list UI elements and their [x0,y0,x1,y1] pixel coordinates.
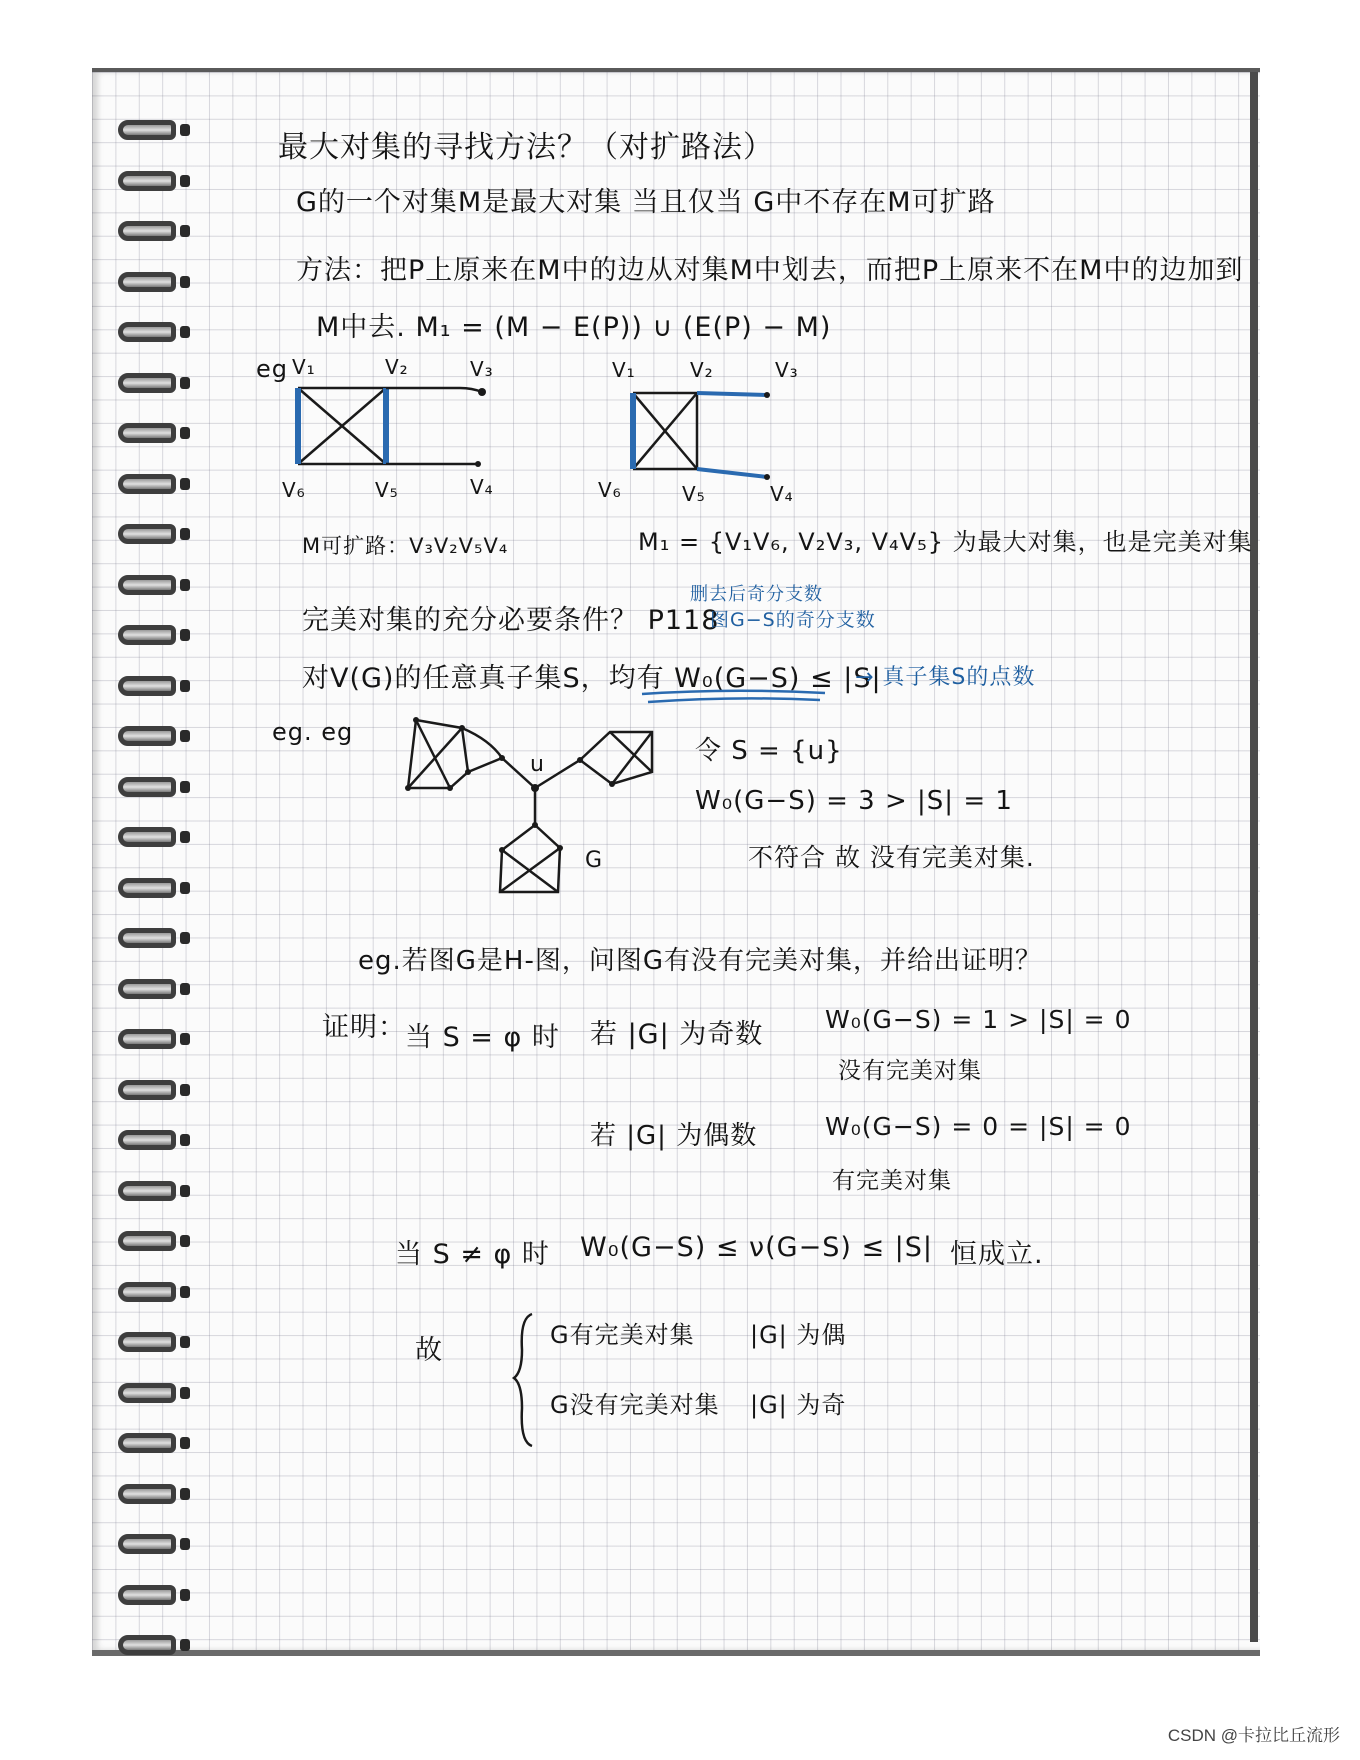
note-line-4: M中去. M₁ = (M − E(P)) ∪ (E(P) − M) [316,312,832,343]
spiral-ring [118,1332,180,1356]
case1-when: 当 S = φ 时 [405,1022,560,1053]
spiral-ring [118,1080,180,1104]
spiral-ring [118,272,180,296]
fig2-v3: V₃ [775,358,799,382]
graph-figure-3 [400,710,660,910]
spiral-ring [118,625,180,649]
csdn-watermark: CSDN @卡拉比丘流形 [1167,1726,1340,1745]
page-edge [1250,72,1258,1642]
fig2-v5: V₅ [682,482,706,506]
case2-calc: W₀(G−S) ≤ ν(G−S) ≤ |S| [580,1232,934,1263]
case1a-result: 没有完美对集 [838,1058,982,1084]
note-line-3: 方法：把P上原来在M中的边从对集M中划去，而把P上原来不在M中的边加到 [296,255,1244,286]
fig2-v6: V₆ [598,478,622,502]
spiral-ring [118,575,180,599]
conclusion-a: G有完美对集 [550,1321,695,1349]
fig2-v4: V₄ [770,482,794,506]
note-line-1: 最大对集的寻找方法？（对扩路法） [278,130,774,165]
node-u-label: u [530,752,545,777]
m1-result-note: M₁ = {V₁V₆, V₂V₃, V₄V₅} 为最大对集，也是完美对集 [638,528,1253,556]
spiral-ring [118,878,180,902]
conclusion-1: 不符合 故 没有完美对集. [748,843,1035,872]
spiral-ring [118,827,180,851]
spiral-ring [118,676,180,700]
case1a: 若 |G| 为奇数 [590,1019,764,1050]
fig1-v3: V₃ [470,357,494,381]
eg-label: eg [256,355,288,383]
fig1-v4: V₄ [470,475,494,499]
fig2-v2: V₂ [690,358,714,382]
spiral-ring [118,1534,180,1558]
spiral-ring [118,373,180,397]
w0-calc: W₀(G−S) = 3 > |S| = 1 [695,786,1013,816]
eg2-label: eg. eg [272,718,354,746]
let-s: 令 S = {u} [695,736,843,766]
fig1-v1: V₁ [292,355,316,379]
spiral-ring [118,171,180,195]
case2-result: 恒成立. [950,1239,1044,1270]
spiral-ring [118,1635,180,1659]
case2-when: 当 S ≠ φ 时 [395,1239,550,1270]
blue-annotation-2: 图G−S的奇分支数 [710,609,876,631]
spiral-ring [118,1231,180,1255]
hall-condition: 对V(G)的任意真子集S，均有 W₀(G−S) ≤ |S| [302,663,882,694]
conclusion-a-cond: |G| 为偶 [750,1321,847,1349]
spiral-ring [118,1181,180,1205]
spiral-ring [118,474,180,498]
brace [510,1310,540,1450]
spiral-ring [118,979,180,1003]
fig2-v1: V₁ [612,358,636,382]
spiral-ring [118,1130,180,1154]
spiral-ring [118,1383,180,1407]
blue-annotation-3: → 真子集S的点数 [855,665,1036,690]
case1b-calc: W₀(G−S) = 0 = |S| = 0 [825,1112,1132,1141]
note-line-2: G的一个对集M是最大对集 当且仅当 G中不存在M可扩路 [296,187,996,218]
spiral-ring [118,777,180,801]
fig1-v2: V₂ [385,355,409,379]
spiral-ring [118,1484,180,1508]
fig1-v6: V₆ [282,478,306,502]
graph-figure-1 [290,380,490,480]
spiral-ring [118,1585,180,1609]
blue-underline [640,688,830,708]
node-g-label: G [585,848,604,873]
conclusion-b-cond: |G| 为奇 [750,1391,847,1419]
proof-label: 证明： [322,1012,406,1043]
spiral-ring [118,1433,180,1457]
case1a-calc: W₀(G−S) = 1 > |S| = 0 [825,1005,1132,1034]
spiral-ring [118,726,180,750]
spiral-ring [118,322,180,346]
case1b: 若 |G| 为偶数 [590,1121,758,1151]
spiral-ring [118,423,180,447]
spiral-ring [118,221,180,245]
spiral-ring [118,928,180,952]
spiral-ring [118,524,180,548]
spiral-ring [118,1282,180,1306]
blue-annotation-1: 删去后奇分支数 [690,584,823,605]
fig1-v5: V₅ [375,478,399,502]
perfect-matching-title: 完美对集的充分必要条件？ P118 [302,605,720,636]
augmenting-path-note: M可扩路：V₃V₂V₅V₄ [302,534,509,558]
case1b-result: 有完美对集 [832,1168,952,1194]
therefore-label: 故 [415,1335,443,1366]
spiral-ring [118,1029,180,1053]
graph-figure-2 [625,385,825,485]
spiral-ring [118,120,180,144]
eg3-question: eg.若图G是H-图，问图G有没有完美对集，并给出证明？ [358,946,1042,976]
conclusion-b: G没有完美对集 [550,1391,720,1419]
